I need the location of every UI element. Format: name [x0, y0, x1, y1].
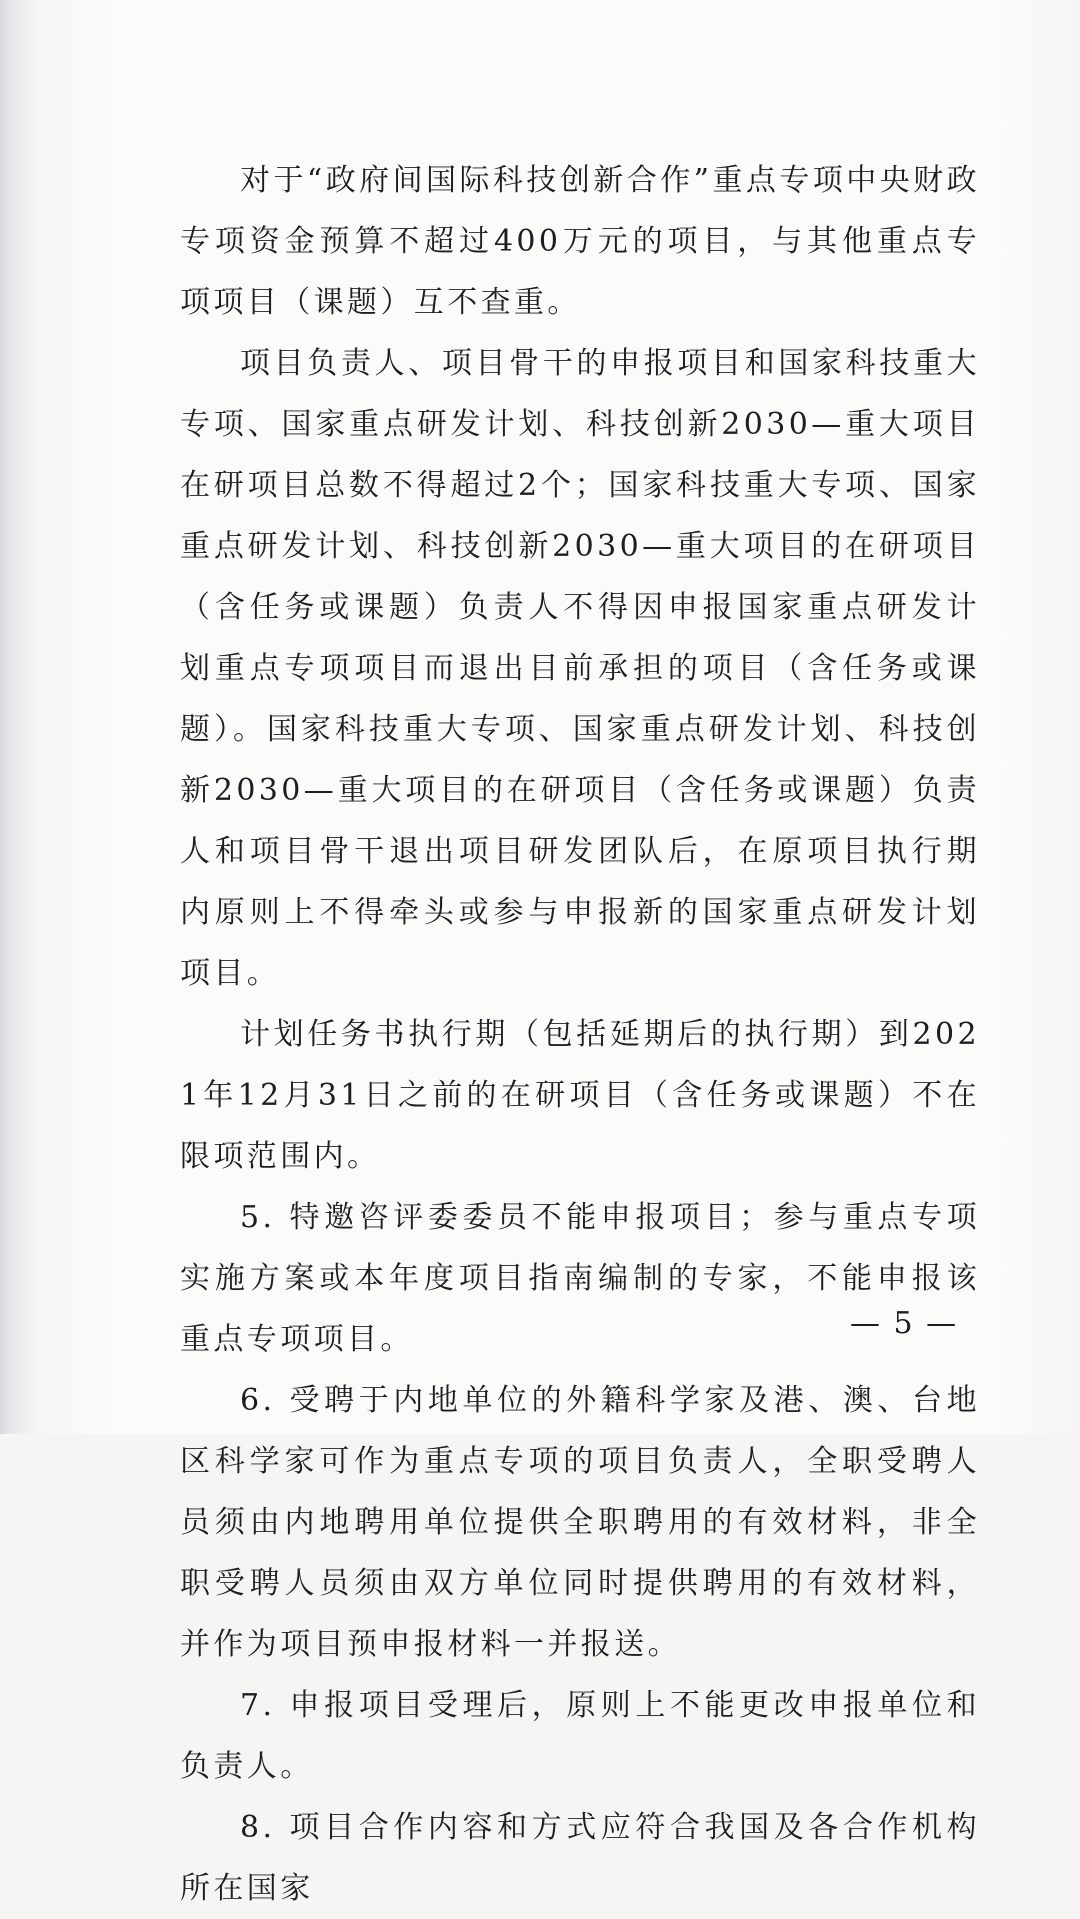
paragraph-exemption: 计划任务书执行期（包括延期后的执行期）到2021年12月31日之前的在研项目（含任务或课题）不在限项范围内。 — [180, 1017, 980, 1174]
paragraph-project-limit: 项目负责人、项目骨干的申报项目和国家科技重大专项、国家重点研发计划、科技创新2030—重大项目在研项目总数不得超过2个；国家科技重大专项、国家重点研发计划、科技创新2030—重大项目的在研项目（含任务或课题）负责人不得因申报国家重点研发计划重点专项项目而退出目前承担的项目（含任务或课题）。国家科技重大专项、国家重点研发计划、科技创新2030—重大项目的在研项目（含任务或课题）负责人和项目骨干退出项目研发团队后，在原项目执行期内原则上不得牵头或参与申报新的国家重点研发计划项目。 — [180, 346, 980, 991]
body-text — [180, 150, 980, 1919]
paragraph-item-6: 6. 受聘于内地单位的外籍科学家及港、澳、台地区科学家可作为重点专项的项目负责人，全职受聘人员须由内地聘用单位提供全职聘用的有效材料，非全职受聘人员须由双方单位同时提供聘用的有效材料，并作为项目预申报材料一并报送。 — [180, 1383, 980, 1662]
paragraph-item-8: 8. 项目合作内容和方式应符合我国及各合作机构所在国家 — [180, 1810, 980, 1906]
paragraph-item-7: 7. 申报项目受理后，原则上不能更改申报单位和负责人。 — [180, 1688, 980, 1784]
page-number: — 5 — — [850, 1306, 959, 1341]
paragraph-item-5: 5. 特邀咨评委委员不能申报项目；参与重点专项实施方案或本年度项目指南编制的专家，不能申报该重点专项项目。 — [180, 1200, 980, 1357]
paragraph-funding-check: 对于“政府间国际科技创新合作”重点专项中央财政专项资金预算不超过400万元的项目，与其他重点专项项目（课题）互不查重。 — [180, 163, 980, 320]
